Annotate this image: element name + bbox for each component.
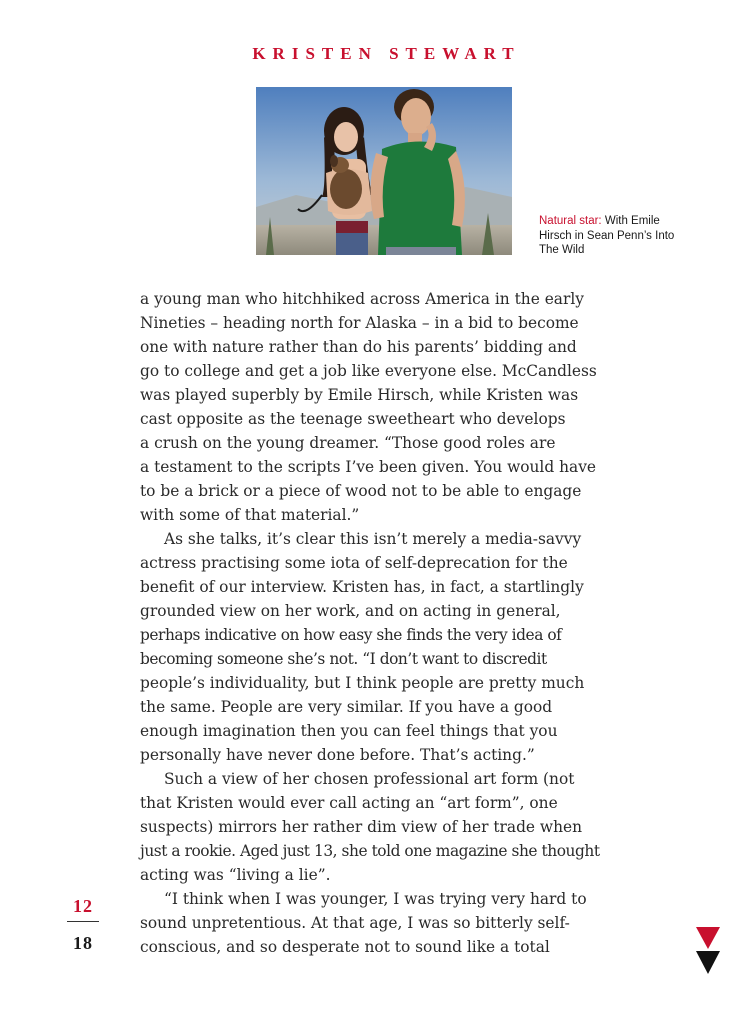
article-line: a testament to the scripts I’ve been given. You would have — [140, 458, 596, 476]
page-divider — [67, 921, 99, 922]
article-line: grounded view on her work, and on acting in general, — [140, 602, 561, 620]
triangle-down-black-icon[interactable] — [696, 951, 720, 974]
page-indicator — [62, 893, 104, 956]
article-line: to be a brick or a piece of wood not to be able to engage — [140, 482, 582, 500]
article-photo — [256, 87, 512, 255]
article-line: As she talks, it’s clear this isn’t merely a media-savvy — [164, 530, 582, 548]
article-line: enough imagination then you can feel things that you — [140, 722, 558, 740]
article-line: becoming someone she’s not. “I don’t want to discredit — [140, 650, 547, 668]
current-page-number: 12 — [73, 896, 93, 916]
article-line: sound unpretentious. At that age, I was so bitterly self- — [140, 914, 570, 932]
article-line: “I think when I was younger, I was trying very hard to — [164, 890, 587, 908]
article-line: suspects) mirrors her rather dim view of her trade when — [140, 818, 583, 836]
article-line: the same. People are very similar. If you have a good — [140, 698, 553, 716]
article-header-title: KRISTEN STEWART — [252, 44, 521, 63]
article-line: perhaps indicative on how easy she finds the very idea of — [140, 626, 562, 644]
article-line: cast opposite as the teenage sweetheart who develops — [140, 410, 566, 428]
article-line: Such a view of her chosen professional art form (not — [164, 770, 575, 788]
page-navigation — [694, 926, 722, 976]
triangle-down-red-icon[interactable] — [696, 927, 720, 949]
article-line: benefit of our interview. Kristen has, in fact, a startlingly — [140, 578, 584, 596]
article-line: people’s individuality, but I think people are pretty much — [140, 674, 585, 692]
article-line: one with nature rather than do his parents’ bidding and — [140, 338, 577, 356]
article-line: was played superbly by Emile Hirsch, while Kristen was — [140, 386, 579, 404]
caption-text: With Emile Hirsch in Sean Penn’s Into The Wild — [539, 215, 675, 256]
article-line: acting was “living a lie”. — [140, 866, 331, 884]
article-line: with some of that material.” — [140, 506, 360, 524]
article-line: go to college and get a job like everyone else. McCandless — [140, 362, 597, 380]
article-line: personally have never done before. That’s acting.” — [140, 746, 535, 764]
article-line: a young man who hitchhiked across America in the early — [140, 290, 584, 308]
caption-lead: Natural star: — [539, 215, 602, 227]
article-line: conscious, and so desperate not to sound like a total — [140, 938, 550, 956]
total-pages-number: 18 — [73, 933, 93, 953]
article-line: Nineties – heading north for Alaska – in a bid to become — [140, 314, 579, 332]
article-line: just a rookie. Aged just 13, she told one magazine she thought — [140, 842, 600, 860]
photo-caption — [539, 214, 689, 258]
article-line: actress practising some iota of self-deprecation for the — [140, 554, 568, 572]
article-line: that Kristen would ever call acting an “art form”, one — [140, 794, 558, 812]
article-body — [140, 287, 630, 959]
article-line: a crush on the young dreamer. “Those good roles are — [140, 434, 556, 452]
